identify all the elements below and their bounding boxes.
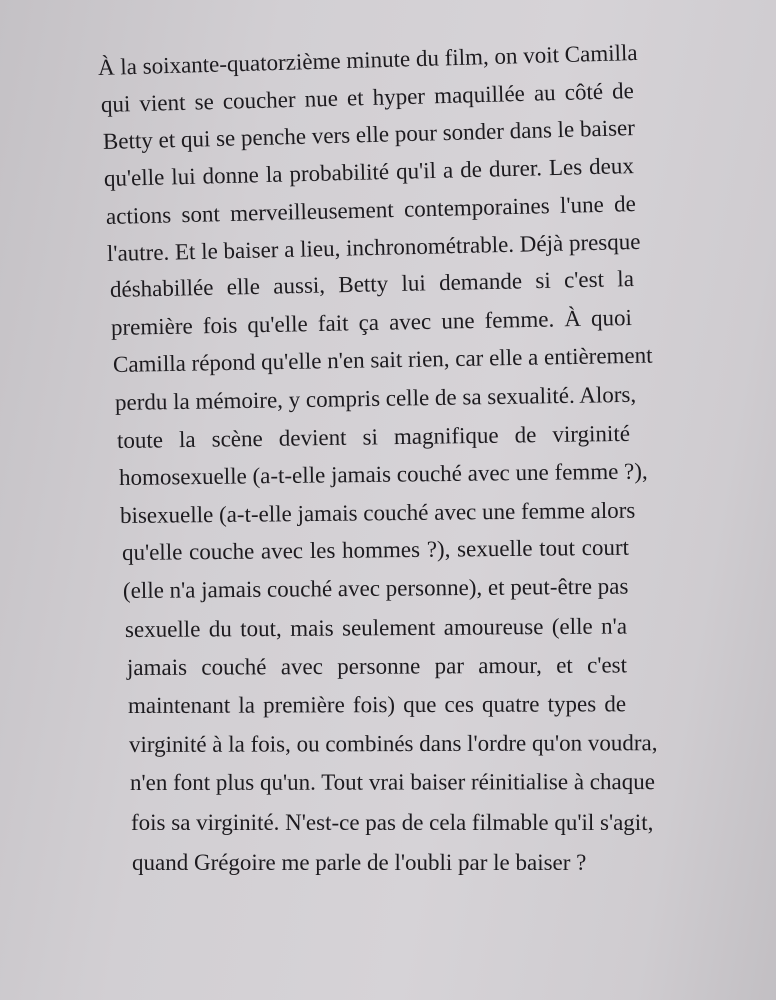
text-line: qui vient se coucher nue et hyper maquillée au côté de [100, 78, 635, 117]
text-line: fois sa virginité. N'est-ce pas de cela filmable qu'il s'agit, [131, 810, 654, 835]
text-line: virginité à la fois, ou combinés dans l'ordre qu'on voudra, [128, 730, 658, 757]
text-line: n'en font plus qu'un. Tout vrai baiser réinitialise à chaque [129, 769, 655, 795]
text-line: jamais couché avec personne par amour, et c'est [126, 652, 628, 680]
text-line: bisexuelle (a-t-elle jamais couché avec une femme alors [119, 497, 636, 528]
text-line: l'autre. Et le baiser a lieu, inchronométrable. Déjà presque [106, 228, 641, 266]
text-line: toute la scène devient si magnifique de virginité [116, 420, 631, 453]
text-line: (elle n'a jamais couché avec personne), et peut-être pas [122, 573, 629, 603]
text-line: À la soixante-quatorzième minute du film, on voit Camilla [97, 39, 638, 80]
text-line: maintenant la première fois) que ces quatre types de [127, 691, 627, 718]
text-line: quand Grégoire me parle de l'oubli par le baiser ? [132, 850, 587, 875]
text-line: qu'elle couche avec les hommes ?), sexuelle tout court [121, 534, 630, 565]
text-line: première fois qu'elle fait ça avec une femme. À quoi [110, 305, 633, 340]
text-line: déshabillée elle aussi, Betty lui demande si c'est la [109, 266, 635, 302]
text-line: sexuelle du tout, mais seulement amoureuse (elle n'a [124, 613, 628, 642]
text-line: Betty et qui se penche vers elle pour sonder dans le baiser [102, 115, 636, 154]
text-line: qu'elle lui donne la probabilité qu'il a de durer. Les deux [103, 153, 635, 191]
text-line: actions sont merveilleusement contemporaines l'une de [105, 191, 637, 229]
text-line: homosexuelle (a-t-elle jamais couché avec une femme ?), [118, 458, 648, 490]
text-line: perdu la mémoire, y compris celle de sa sexualité. Alors, [114, 381, 637, 415]
text-line: Camilla répond qu'elle n'en sait rien, car elle a entièrement [112, 342, 653, 377]
